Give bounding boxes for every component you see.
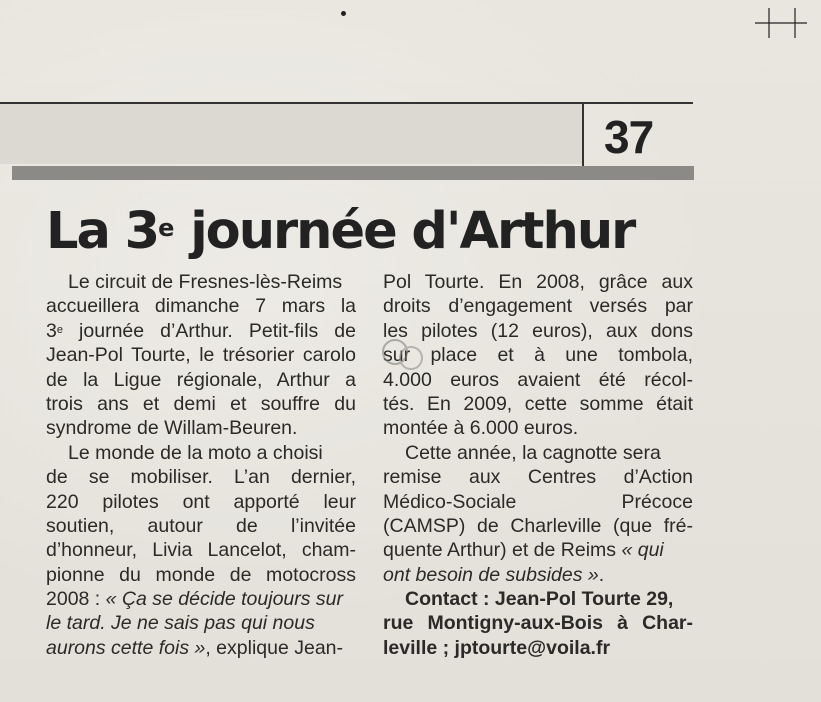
text-run: . [598,563,605,586]
article-line: accueillera dimanche 7 mars la [46,295,356,318]
article-column-left [46,270,356,660]
article-line: 220 pilotes ont apporté leur [46,490,356,513]
article-line [383,563,693,587]
article-line: d’honneur, Livia Lancelot, cham- [46,539,356,562]
contact-line: Contact : Jean-Pol Tourte 29, [405,588,674,611]
article-line: Jean-Pol Tourte, le trésorier carolo [46,344,356,367]
article-line [46,636,356,660]
section-bar [12,166,694,180]
article-line: sur place et à une tombola, [383,344,693,367]
page-number-separator [582,104,584,166]
article-line: pionne du monde de motocross [46,563,356,586]
article-line: montée à 6.000 euros. [383,417,579,440]
headline-part-1: La 3 [46,202,159,261]
article-line [383,538,693,562]
quote-run: « qui [621,539,664,562]
article-line: soutien, autour de l’invitée [46,514,356,537]
header-band [0,104,583,164]
article-line: Cette année, la cagnotte sera [405,441,661,464]
text-run: 3 [46,319,57,342]
page-number: 37 [604,111,654,163]
article-line: Médico-Sociale Précoce [383,490,693,513]
article-headline [46,197,686,267]
watermark-stamp-icon [373,332,433,378]
contact-line: rue Montigny-aux-Bois à Char- [383,612,693,635]
article-line: 4.000 euros avaient été récol- [383,368,693,391]
crop-mark-icon [755,6,807,40]
article-line: trois ans et demi et souffre du [46,392,356,415]
article-line [46,587,356,611]
article-line [46,319,356,343]
text-run: , explique Jean- [205,636,344,659]
article-line: tés. En 2009, cette somme était [383,392,693,415]
article-line: de la Ligue régionale, Arthur a [46,368,356,391]
article-line: syndrome de Willam-Beuren. [46,417,298,440]
article-line: (CAMSP) de Charleville (que fré- [383,514,693,537]
headline-superscript: e [158,214,175,242]
quote-run: ont besoin de subsides » [383,563,599,586]
article-line: Le circuit de Fresnes-lès-Reims [68,271,343,293]
superscript: e [56,323,63,336]
article-column-right [383,270,693,660]
article-line: Le monde de la moto a choisi [68,441,323,464]
quote-run: « Ça se décide toujours sur [105,588,344,611]
text-run: 2008 : [46,588,106,611]
article-line: de se mobiliser. L’an dernier, [46,466,356,489]
headline-part-2: journée d'Arthur [174,202,635,261]
article-line: Pol Tourte. En 2008, grâce aux [383,271,693,293]
text-run: journée d’Arthur. Petit-fils de [62,319,356,342]
article-line: le tard. Je ne sais pas qui nous [46,612,315,635]
article-line: droits d’engagement versés par [383,295,693,318]
contact-line: leville ; jptourte@voila.fr [383,636,611,659]
article-line: remise aux Centres d’Action [383,466,693,489]
text-run: quente Arthur) et de Reims [383,539,622,562]
article-line: les pilotes (12 euros), aux dons [383,319,693,342]
ink-dot [341,11,346,16]
quote-run: aurons cette fois » [46,636,206,659]
